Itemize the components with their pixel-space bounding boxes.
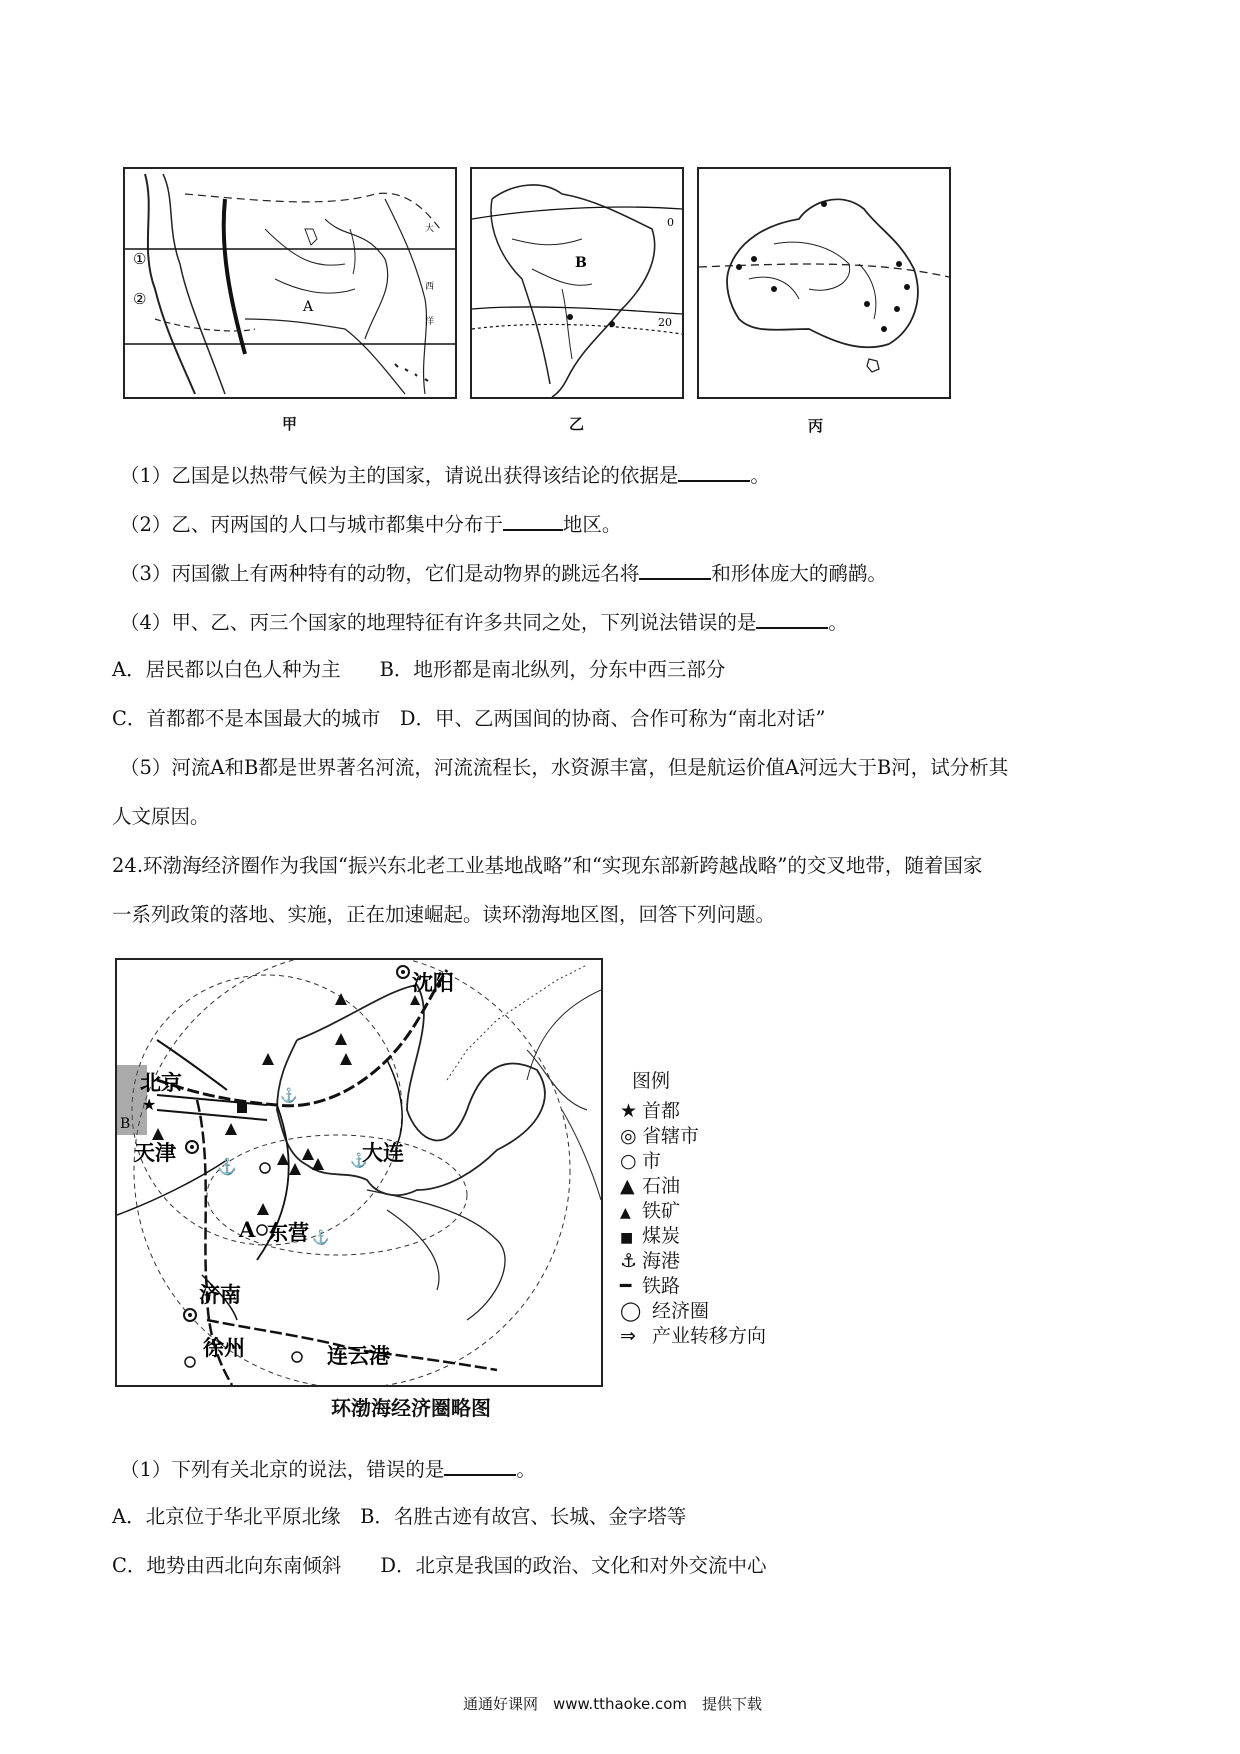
question-23-2 <box>120 509 621 539</box>
port-anchor-icon: ⚓ <box>217 1157 237 1176</box>
q24-1-options-line-2: C．地势由西北向东南倾斜 D．北京是我国的政治、文化和对外交流中心 <box>112 1554 767 1577</box>
legend-item-coal <box>620 1221 680 1248</box>
railway-icon: ━ <box>620 1275 632 1297</box>
answer-blank[interactable] <box>756 607 828 629</box>
question-24-1-suffix: 。 <box>516 1458 536 1481</box>
map-jia <box>123 167 457 399</box>
question-24-1-text: （1）下列有关北京的说法，错误的是 <box>120 1458 445 1481</box>
region-label-b: B <box>120 1116 131 1132</box>
legend-item-oil <box>620 1171 680 1198</box>
iron-ore-icon: ▲ <box>620 1205 631 1221</box>
map-yi-caption: 乙 <box>569 415 585 433</box>
legend-item-iron <box>620 1196 680 1223</box>
legend-label: 石油 <box>642 1175 681 1197</box>
legend-label: 省辖市 <box>642 1125 700 1147</box>
answer-blank[interactable] <box>639 558 711 580</box>
legend-item-transfer <box>620 1321 766 1348</box>
question-24-line-1: 24.环渤海经济圈作为我国“振兴东北老工业基地战略”和“实现东部新跨越战略”的交叉地带，随着国家 <box>112 854 983 877</box>
question-23-1-text: （1）乙国是以热带气候为主的国家，请说出获得该结论的依据是 <box>120 464 679 487</box>
q24-1-options-line-1: A．北京位于华北平原北缘 B．名胜古迹有故宫、长城、金字塔等 <box>112 1505 687 1528</box>
question-23-3-suffix: 和形体庞大的鸸鹋。 <box>711 562 887 585</box>
question-23-3 <box>120 558 887 588</box>
question-23-3-text: （3）丙国徽上有两种特有的动物，它们是动物界的跳远名将 <box>120 562 640 585</box>
legend-label: 铁路 <box>642 1275 681 1297</box>
city-label-jinan: 济南 <box>199 1282 241 1307</box>
question-23-2-suffix: 地区。 <box>562 513 622 536</box>
map-bing-drawing <box>699 169 949 397</box>
anchor-icon: ⚓ <box>620 1250 638 1272</box>
q4-options-line-2: C．首都都不是本国最大的城市 D．甲、乙两国间的协商、合作可称为“南北对话” <box>112 707 826 730</box>
answer-blank[interactable] <box>444 1454 516 1476</box>
question-23-4-text: （4）甲、乙、丙三个国家的地理特征有许多共同之处，下列说法错误的是 <box>120 611 757 634</box>
city-label-tianjin: 天津 <box>134 1140 176 1165</box>
answer-blank[interactable] <box>678 460 750 482</box>
legend-label: 产业转移方向 <box>652 1325 767 1347</box>
oil-icon: ▲ <box>620 1175 635 1197</box>
city-label-beijing: 北京 <box>140 1070 182 1095</box>
page-footer: 通通好课网 www.tthaoke.com 提供下载 <box>463 1695 763 1713</box>
question-23-2-text: （2）乙、丙两国的人口与城市都集中分布于 <box>120 513 503 536</box>
latitude-0-label: 0 <box>667 216 674 229</box>
question-23-4 <box>120 607 848 637</box>
city-label-lianyungang: 连云港 <box>327 1343 390 1368</box>
economic-circle-icon: ◯ <box>620 1300 642 1322</box>
legend-item-railway <box>620 1271 680 1298</box>
map-bing <box>697 167 951 399</box>
legend-item-provincial-city <box>620 1121 699 1148</box>
ocean-label-1: 大 <box>425 224 435 234</box>
legend-item-economic-circle <box>620 1296 709 1323</box>
transfer-arrow-icon: ⇒ <box>620 1325 636 1347</box>
legend-label: 煤炭 <box>642 1225 681 1247</box>
bohai-map-drawing <box>117 960 601 1385</box>
legend-label: 海港 <box>642 1250 681 1272</box>
legend-label: 首都 <box>642 1100 681 1122</box>
port-anchor-icon: ⚓ <box>350 1153 368 1169</box>
legend-label: 经济圈 <box>652 1300 710 1322</box>
legend-item-capital <box>620 1096 680 1123</box>
question-23-1 <box>120 460 770 490</box>
city-label-dalian: 大连 <box>362 1140 404 1165</box>
capital-star-icon: ★ <box>620 1100 638 1122</box>
bohai-map-caption: 环渤海经济圈略图 <box>331 1396 491 1420</box>
legend-label: 市 <box>642 1150 662 1172</box>
map-jia-caption: 甲 <box>282 415 298 433</box>
river-b-label: B <box>575 255 587 271</box>
answer-blank[interactable] <box>503 509 563 531</box>
map-jia-drawing <box>125 169 455 397</box>
city-circle-icon: ○ <box>620 1150 637 1172</box>
marker-1-label: ① <box>133 250 147 268</box>
river-a-label: A <box>303 299 314 315</box>
city-label-dongying: 东营 <box>267 1220 309 1245</box>
coal-icon: ■ <box>620 1230 634 1246</box>
city-label-shenyang: 沈阳 <box>412 970 454 995</box>
legend-label: 铁矿 <box>642 1200 681 1222</box>
marker-2-label: ② <box>133 290 147 308</box>
map-yi-drawing <box>472 169 682 397</box>
question-24-1 <box>120 1454 536 1484</box>
map-bing-caption: 丙 <box>808 417 824 435</box>
question-24-line-2: 一系列政策的落地、实施，正在加速崛起。读环渤海地区图，回答下列问题。 <box>112 903 776 926</box>
ocean-label-2: 西 <box>425 282 435 292</box>
question-23-4-suffix: 。 <box>828 611 848 634</box>
question-23-1-suffix: 。 <box>750 464 770 487</box>
question-23-5-line-1: （5）河流A和B都是世界著名河流，河流流程长，水资源丰富，但是航运价值A河远大于B河，试分析其 <box>120 756 1009 779</box>
bohai-map <box>115 958 603 1387</box>
provincial-city-icon: ◎ <box>620 1125 637 1147</box>
map-yi <box>470 167 684 399</box>
ocean-label-3: 洋 <box>425 317 435 327</box>
port-anchor-icon: ⚓ <box>312 1230 330 1246</box>
question-23-5-line-2: 人文原因。 <box>112 805 210 828</box>
port-anchor-icon: ⚓ <box>280 1088 298 1104</box>
latitude-20-label: 20 <box>658 316 672 329</box>
legend-title: 图例 <box>632 1070 671 1092</box>
legend-item-city <box>620 1146 661 1173</box>
capital-star-icon: ★ <box>142 1095 157 1114</box>
legend-item-port <box>620 1246 680 1273</box>
q4-options-line-1: A．居民都以白色人种为主 B．地形都是南北纵列，分东中西三部分 <box>112 658 726 681</box>
region-label-a: A <box>239 1217 256 1242</box>
city-label-xuzhou: 徐州 <box>203 1335 245 1360</box>
